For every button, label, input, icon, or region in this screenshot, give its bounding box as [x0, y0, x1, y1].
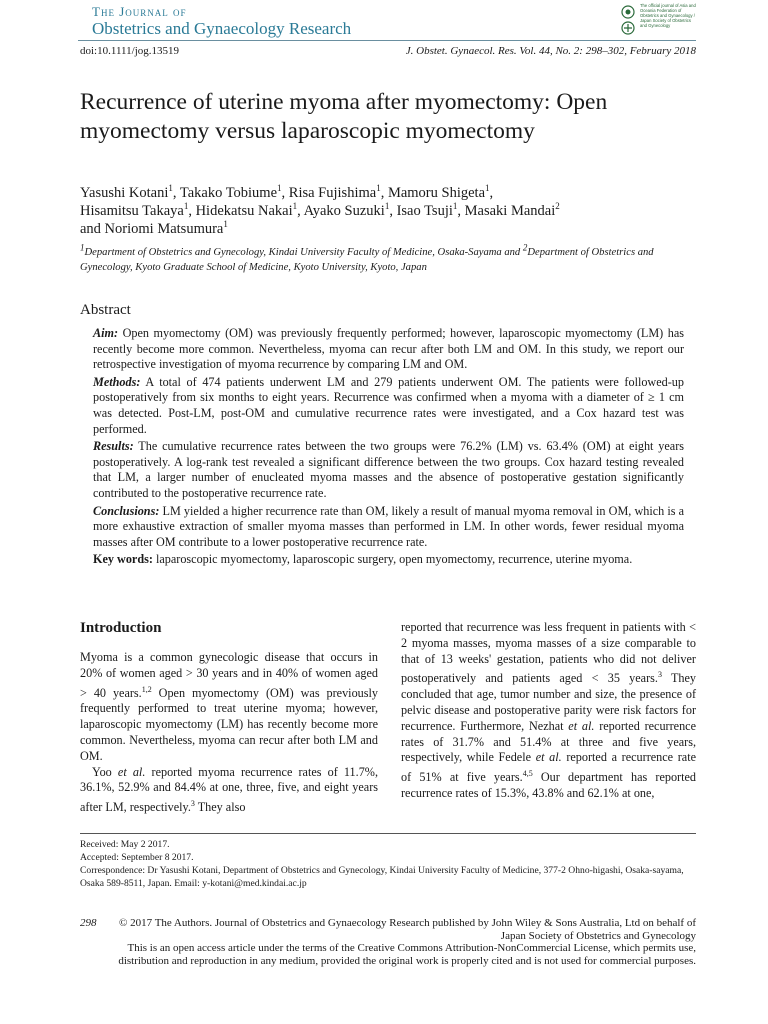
doi[interactable]: doi:10.1111/jog.13519: [80, 45, 179, 57]
intro-p2-part1: Yoo: [92, 764, 118, 779]
citation-ref[interactable]: 3: [657, 670, 662, 680]
et-al: et al.: [568, 718, 595, 733]
citation-ref[interactable]: 4,5: [522, 769, 533, 779]
results-label: Results:: [93, 439, 134, 454]
intro-r-part5: Our department has reported recurrence rates of 15.3%, 43.8% and 62.1% at one,: [401, 770, 696, 801]
citation-ref[interactable]: 1,2: [141, 684, 152, 694]
citation: J. Obstet. Gynaecol. Res. Vol. 44, No. 2: 298–302, February 2018: [405, 45, 696, 57]
author-separator: ,: [389, 203, 397, 219]
conclusions-label: Conclusions:: [93, 503, 160, 518]
intro-paragraph-2-cont: [401, 620, 696, 802]
journal-name-line2: Obstetrics and Gynaecology Research: [92, 19, 352, 38]
intro-p1-part1: Myoma is a common gynecologic disease that occurs in 20% of women aged > 30 years and in 40% of women aged > 40 years.: [80, 650, 378, 700]
intro-paragraph-2: [80, 765, 378, 816]
abstract-body: [93, 326, 684, 570]
author-separator: ,: [188, 203, 196, 219]
author-separator: ,: [281, 185, 289, 201]
received-date: Received: May 2 2017.: [80, 839, 170, 850]
conclusions-text: LM yielded a higher recurrence rate than OM, likely a result of manual myoma removal in OM, which is a more exhaustive extraction of smaller myoma masses than performed in LM. In other words, fewer residual myoma masses after OM contribute to a lower postoperative recurrence rate.: [93, 503, 684, 549]
aim-label: Aim:: [93, 326, 119, 340]
et-al: et al.: [117, 764, 146, 779]
header-divider: [78, 40, 696, 41]
author-affiliation-mark: 1: [485, 183, 490, 194]
author-separator: ,: [172, 185, 180, 201]
page-number: 298: [80, 917, 97, 929]
author-name: and Noriomi Matsumura: [80, 221, 224, 237]
abstract-results: [93, 439, 684, 501]
abstract-conclusions: [93, 504, 684, 551]
abstract-keywords: [93, 552, 684, 568]
aff2-text: Department of Obstetrics and Gynecology, Kyoto Graduate School of Medicine, Kyoto University, Kyoto, Japan: [80, 247, 654, 273]
intro-r-part4: reported a recurrence rate of 51% at five years.: [401, 750, 696, 785]
author-affiliation-mark: 1: [223, 219, 228, 230]
methods-text: A total of 474 patients underwent LM and 279 patients underwent OM. The patients were followed-up postoperatively from six months to eight years. Recurrence was confirmed when a myoma with a diameter of ≥ 1 cm was detected. Post-LM, post-OM and cumulative recurrence rates were investigated, and a Cox hazard test was performed.: [93, 374, 684, 436]
introduction-heading: Introduction: [80, 620, 162, 636]
author-separator: ,: [489, 185, 494, 201]
author-affiliation-mark: 1: [292, 201, 298, 212]
author-name: Yasushi Kotani: [80, 185, 169, 201]
author-name: Isao Tsuji: [396, 203, 453, 219]
intro-p2-part2: reported myoma recurrence rates of 11.7%, 36.1%, 52.9% and 84.4% at one, three, five, and eight years after LM, respectively.: [80, 764, 378, 815]
author-name: Hidekatsu Nakai: [195, 203, 293, 219]
aff1-text: Department of Obstetrics and Gynecology, Kindai University Faculty of Medicine, Osaka-Sayama and: [84, 247, 523, 258]
methods-label: Methods:: [93, 374, 141, 389]
footnotes: [80, 838, 695, 890]
accepted-date: Accepted: September 8 2017.: [80, 852, 194, 863]
abstract-heading: Abstract: [80, 302, 131, 318]
author-name: Mamoru Shigeta: [387, 185, 486, 201]
copyright-line: © 2017 The Authors. Journal of Obstetrics and Gynaecology Research published by John Wiley & Sons Australia, Ltd on behalf of Japan Society of Obstetrics and Gynecology: [119, 917, 696, 942]
keywords-label: Key words:: [93, 552, 153, 567]
intro-r-part3: reported recurrence rates of 31.7% and 51.4% at three and five years, respectively, while Fedele: [401, 718, 696, 765]
article-title: Recurrence of uterine myoma after myomectomy: Open myomectomy versus laparoscopic myomectomy: [80, 89, 608, 144]
author-affiliation-mark: 1: [277, 183, 282, 194]
author-name: Risa Fujishima: [288, 185, 377, 201]
et-al: et al.: [535, 750, 562, 765]
intro-paragraph-1: [80, 650, 378, 765]
author-affiliation-mark: 1: [168, 183, 173, 194]
intro-r-part1: reported that recurrence was less frequent in patients with < 2 myoma masses, myoma masses of a size comparable to that of 13 weeks' gestation, patients who did not deliver postoperatively and patients aged < 35 years.: [401, 620, 696, 686]
intro-r-part2: They concluded that age, tumor number and size, the presence of pelvic disease and postoperative parity were risk factors for recurrence. Furthermore, Nezhat: [401, 671, 697, 733]
left-column: [80, 650, 378, 816]
citation-ref[interactable]: 3: [190, 799, 195, 809]
keywords-text: laparoscopic myomectomy, laparoscopic surgery, open myomectomy, recurrence, uterine myoma.: [152, 552, 633, 567]
aim-text: Open myomectomy (OM) was previously frequently performed; however, laparoscopic myomectomy (LM) has recently become more common. Nevertheless, myoma can recur after both LM and OM. In this study, we report our retrospective investigation of myoma recurrence by comparing LM and OM.: [93, 326, 684, 372]
license-notice: This is an open access article under the terms of the Creative Commons Attribution-NonCommercial License, which permits use, distribution and reproduction in any medium, provided the original work is properly cited and is not used for commercial purposes.: [118, 942, 696, 967]
author-affiliation-mark: 1: [376, 183, 381, 194]
aff1-number: 1: [80, 242, 85, 253]
intro-p1-part2: Open myomectomy (OM) was previously frequently performed to treat uterine myoma; however, laparoscopic myomectomy (LM) has recently become more common. Nevertheless, myoma can recur after both LM and OM.: [80, 685, 378, 763]
author-separator: ,: [297, 203, 304, 219]
author-affiliation-mark: 1: [384, 201, 390, 212]
intro-p2-part3: They also: [194, 800, 246, 815]
author-affiliation-mark: 2: [555, 201, 560, 212]
author-separator: ,: [457, 203, 465, 219]
author-name: Masaki Mandai: [464, 203, 556, 219]
results-text: The cumulative recurrence rates between the two groups were 76.2% (LM) vs. 63.4% (OM) at eight years postoperatively. A log-rank test revealed a significant difference between the two groups. Cox hazard testing revealed that LM, a larger number of enucleated myoma masses and the absence of postoperative gestation significantly contributed to the postoperative recurrence rate.: [93, 439, 684, 500]
correspondence: Correspondence: Dr Yasushi Kotani, Department of Obstetrics and Gynecology, Kindai University Faculty of Medicine, 377-2 Ohno-higashi, Osaka-sayama, Osaka 589-8511, Japan. Email: y-kotani@med.kindai.ac.jp: [80, 865, 684, 889]
copyright-notice: [110, 917, 696, 967]
journal-name-line1: The Journal of: [92, 4, 187, 19]
right-column: [401, 620, 696, 802]
aff2-number: 2: [522, 242, 528, 253]
author-affiliation-mark: 1: [183, 201, 189, 212]
affiliations: [80, 242, 695, 275]
society-logo-text: The official journal of Asia and Oceania Federation of Obstetrics and Gynaecology / Japan Society of Obstetrics and Gynecology: [640, 3, 696, 28]
author-separator: ,: [380, 185, 388, 201]
abstract-aim: [93, 326, 684, 373]
author-affiliation-mark: 1: [452, 201, 458, 212]
abstract-methods: [93, 375, 684, 437]
author-name: Hisamitsu Takaya: [80, 203, 184, 219]
footnote-divider: [80, 833, 696, 834]
author-name: Ayako Suzuki: [303, 203, 385, 219]
author-list: [80, 184, 700, 238]
author-name: Takako Tobiume: [179, 185, 278, 201]
